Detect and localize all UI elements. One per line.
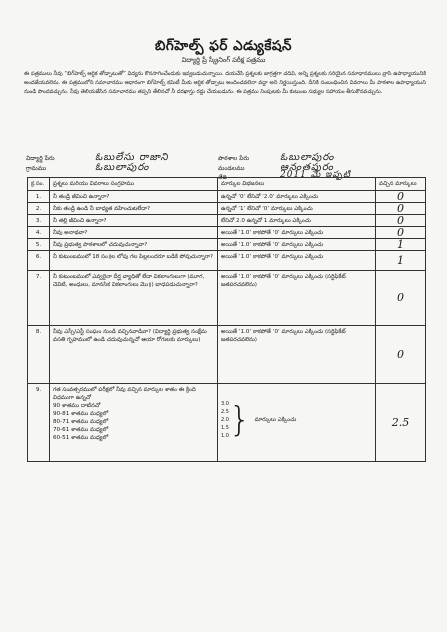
grade-line: 80-71 శాతము మధ్యలో <box>53 418 109 425</box>
row-score: 1 <box>376 251 426 271</box>
grade-question-text: గత సంవత్సరములో పరీక్షలో నీవు వచ్చిన మార్కుల శాతం ఈ క్రింది విధముగా ఉన్నచో <box>53 386 196 401</box>
row-score: 2.5 <box>376 384 426 462</box>
row-score: 0 <box>376 191 426 203</box>
grade-marks-scale <box>221 400 229 440</box>
table-row <box>28 251 426 271</box>
row-number: 5. <box>28 239 50 251</box>
grade-mark: 2.0 <box>221 416 229 423</box>
row-number: 7. <box>28 271 50 326</box>
table-row <box>28 191 426 203</box>
row-marks: అయితే ‘1.0’ కాకపోతే ‘0’ మార్కులు ఎక్కించు <box>218 251 376 271</box>
row-number: 8. <box>28 326 50 384</box>
row-number: 3. <box>28 215 50 227</box>
row-marks: ఉన్నచో ‘1’ లేనిచో ‘0’ మార్కులు ఎక్కించు <box>218 203 376 215</box>
table-row <box>28 326 426 384</box>
row-question: నీ తల్లి జీవించి ఉన్నారా? <box>50 215 218 227</box>
row-question: నీవు ఎస్సీ/ఎస్టీ సంఘం నుండి వచ్చినవాడివా? (విద్యార్థి ప్రభుత్వ సంక్షేమ వసతి గృహములో ఉండి చదువుచున్నచో ఆయా రోగులకు మార్కులు) <box>50 326 218 384</box>
row-score: 0 <box>376 271 426 326</box>
grade-mark: 3.0 <box>221 400 229 407</box>
grade-line: 60-51 శాతము మధ్యలో <box>53 434 109 441</box>
row-marks: ఉన్నచో ‘0’ లేనిచో ‘2.0’ మార్కులు ఎక్కించు <box>218 191 376 203</box>
row-question: నీకు తండ్రి ఉండి నీ బాధ్యత వహించుటలేదా? <box>50 203 218 215</box>
grade-mark: 1.5 <box>221 424 229 431</box>
col-header-marks: మార్కుల విభజనలు <box>218 178 376 191</box>
row-question: నీ తండ్రి జీవించి ఉన్నారా? <box>50 191 218 203</box>
date-value: 2011 మే ఇప్పటి <box>280 170 351 180</box>
table-row <box>28 384 426 462</box>
row-question: నీవు ప్రభుత్వ పాఠశాలలో చదువుచున్నావా? <box>50 239 218 251</box>
row-marks <box>218 384 376 462</box>
table-row <box>28 271 426 326</box>
village-value: ఓబులాపురం <box>95 162 150 173</box>
table-header-row <box>28 178 426 191</box>
row-score: 0 <box>376 326 426 384</box>
table-row <box>28 215 426 227</box>
row-number: 6. <box>28 251 50 271</box>
mandal-label: మండలము <box>218 165 245 172</box>
row-marks: అయితే ‘1.0’ కాకపోతే ‘0’ మార్కులు ఎక్కించు <box>218 227 376 239</box>
grade-line: 90 శాతము దాటినచో <box>53 402 101 409</box>
grade-marks-note: మార్కులు ఎక్కించు <box>254 416 297 423</box>
row-score: 0 <box>376 215 426 227</box>
date-label: తేది <box>218 174 227 181</box>
row-marks: అయితే ‘1.0’ కాకపోతే ‘0’ మార్కులు ఎక్కించు (సర్టిఫికేట్ జతపరచవలెను) <box>218 326 376 384</box>
row-question <box>50 384 218 462</box>
row-question: నీవు అనాథవా? <box>50 227 218 239</box>
row-score: 0 <box>376 203 426 215</box>
row-marks: లేనిచో 2.0 ఉన్నచో 1 మార్కులు ఎక్కించు <box>218 215 376 227</box>
intro-paragraph: ఈ పత్రములు నీవు “బిగ్‌హెల్ప్ ఆర్ధిక తోడ్పాటుతో” విద్యను కొనసాగించేందుకు ఇవ్వబడుచున్నాయి. దయచేసి ప్రశ్నలకు జాగ్రత్తగా చదివి, అన్ని ప్రశ్నలకు సరియైన సమాధానములు వ్రాసి ఉపాధ్యాయునికి అందజేయవలెను. ఈ పత్రములోని సమాచారము ఆధారంగా బిగ్‌హెల్ప్ కమిటీ మీకు ఆర్ధిక తోడ్పాటు అందించవలెనా వద్దా అని నిర్ణయిస్తుంది. దీనికి సంబంధించిన వివరాలు మీ పాఠశాల ఉపాధ్యాయుని నుండి పొందవచ్చును. నీవు తెలియజేసిన సమాచారము తప్పని తేలినచో నీ దరఖాస్తు రద్దు చేయబడును. ఈ పత్రము నింపుటకు మీ కుటుంబ సభ్యుల సహాయం తీసుకొనవచ్చును. <box>24 71 426 95</box>
row-question: నీ కుటుంబములో ఎవ్వరైనా దీర్ఘ వ్యాధితో లేదా వికలాంగులుగా (మూగ, చెవిటి, అంధులు, మానసిక వికలాంగులు మొ॥) బాధపడుచున్నారా? <box>50 271 218 326</box>
row-question: నీ కుటుంబములో 18 సం॥ల లోపు గల పిల్లలందరూ బడికి పోవుచున్నారా? <box>50 251 218 271</box>
row-number: 4. <box>28 227 50 239</box>
school-label: పాఠశాల పేరు <box>218 155 250 162</box>
village-label: గ్రామము <box>26 165 47 172</box>
row-marks: అయితే ‘1.0’ కాకపోతే ‘0’ మార్కులు ఎక్కించు (సర్టిఫికేట్ జతపరచవలెను) <box>218 271 376 326</box>
row-number: 9. <box>28 384 50 462</box>
student-name-value: ఓబులేసు రాజాని <box>95 152 169 163</box>
table-row <box>28 239 426 251</box>
grade-mark: 1.0 <box>221 432 229 439</box>
brace-icon: } <box>228 399 251 440</box>
row-score: 0 <box>376 227 426 239</box>
school-value: ఓబులాపురం <box>280 152 335 163</box>
grade-mark: 2.5 <box>221 408 229 415</box>
row-score: 1 <box>376 239 426 251</box>
col-header-score: వచ్చిన మార్కులు <box>376 178 426 191</box>
table-row <box>28 203 426 215</box>
table-row <box>28 227 426 239</box>
row-marks: అయితే ‘1.0’ కాకపోతే ‘0’ మార్కులు ఎక్కించు <box>218 239 376 251</box>
form-subtitle: విద్యార్థి ప్రీ స్క్రీనింగ్ పరీక్ష పత్రము <box>181 56 266 64</box>
col-header-no: క్ర.సం. <box>28 178 50 191</box>
row-number: 1. <box>28 191 50 203</box>
student-name-label: విద్యార్థి పేరు <box>26 155 55 162</box>
questions-table <box>27 177 426 462</box>
form-title: బిగ్‌హెల్ప్ ఫర్ ఎడ్యుకేషన్ <box>155 38 292 54</box>
row-number: 2. <box>28 203 50 215</box>
col-header-question: ప్రశ్నలు మరియు వివరాలు సంగ్రహము <box>50 178 218 191</box>
grade-line: 90-81 శాతము మధ్యలో <box>53 410 109 417</box>
grade-line: 70-61 శాతము మధ్యలో <box>53 426 109 433</box>
mandal-value: ఆనంతపురం <box>280 162 334 173</box>
